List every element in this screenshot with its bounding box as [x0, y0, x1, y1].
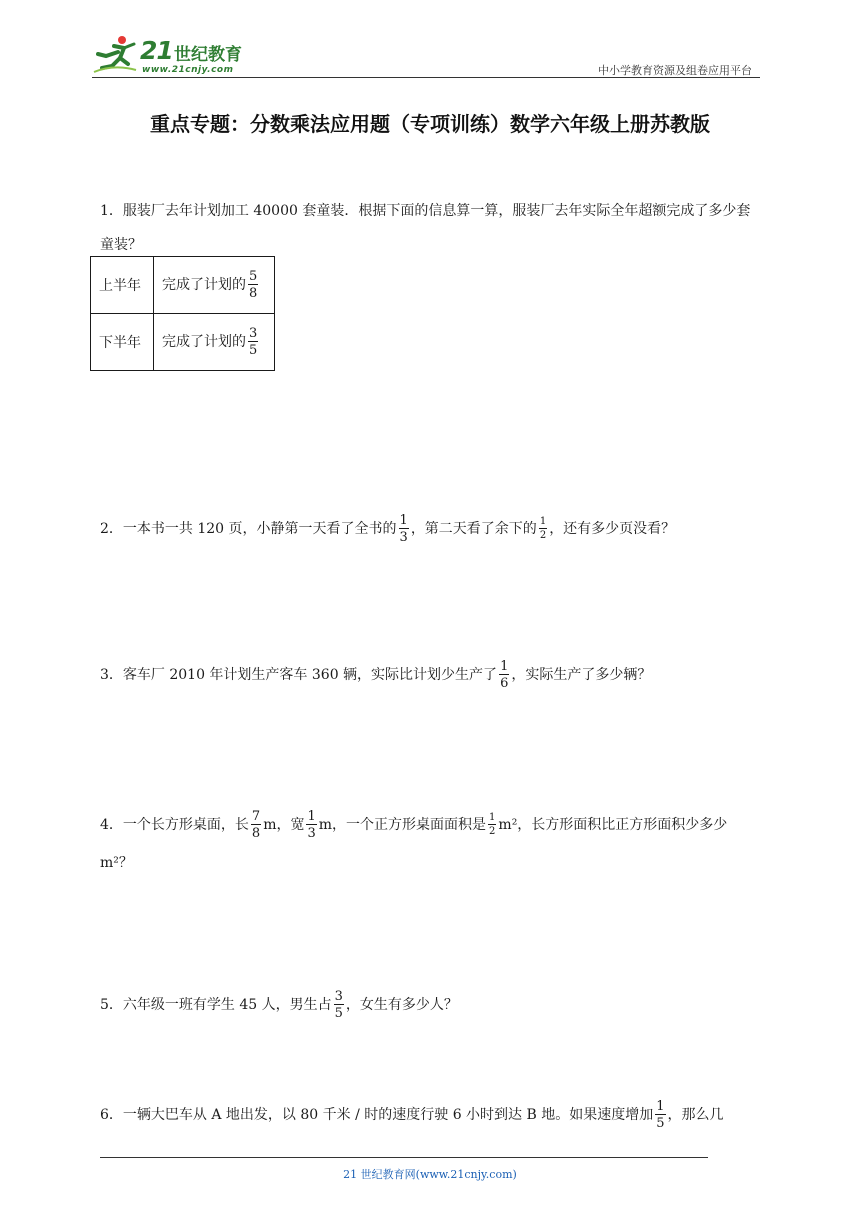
question-4 [100, 806, 764, 882]
logo-text: 世纪教育 [174, 45, 242, 65]
fraction-denominator: 5 [249, 343, 258, 358]
question-5-text: ，女生有多少人？ [345, 997, 458, 1013]
fraction-numerator: 3 [249, 326, 258, 341]
fraction [499, 660, 509, 690]
question-6 [100, 1100, 764, 1130]
question-1-text: 1．服装厂去年计划加工 40000 套童装．根据下面的信息算一算，服装厂去年实际全年超额完成了多少套童装？ [100, 203, 751, 253]
fraction-numerator: 3 [334, 989, 343, 1004]
desc-cell [154, 314, 275, 371]
fraction-denominator: 5 [656, 1116, 665, 1131]
fraction [251, 810, 261, 840]
fraction [539, 517, 547, 541]
question-3 [100, 660, 764, 690]
table-row [91, 314, 275, 371]
fraction-denominator: 3 [307, 826, 316, 841]
period-cell: 下半年 [91, 314, 154, 371]
fraction-denominator: 8 [249, 286, 258, 301]
fraction-numerator: 5 [249, 269, 258, 284]
site-logo [92, 34, 262, 78]
table-row [91, 257, 275, 314]
platform-label: 中小学教育资源及组卷应用平台 [598, 64, 752, 77]
fraction [248, 270, 258, 300]
question-6-text: 6．一辆大巴车从 A 地出发，以 80 千米 / 时的速度行驶 6 小时到达 B 地。如果速度增加 [100, 1107, 654, 1123]
runner-logo-icon [92, 34, 138, 74]
question-6-text: ，那么几 [667, 1107, 724, 1123]
fraction-numerator: 7 [251, 809, 261, 824]
fraction [488, 813, 496, 837]
fraction-denominator: 6 [500, 676, 509, 691]
question-4-text: m，一个正方形桌面面积是 [318, 817, 487, 833]
footer-divider [100, 1157, 708, 1158]
period-cell: 上半年 [91, 257, 154, 314]
fraction-numerator: 1 [539, 516, 547, 527]
desc-text: 完成了计划的 [162, 334, 246, 350]
fraction [399, 514, 409, 544]
question-5 [100, 990, 764, 1020]
question-2-text: ，第二天看了余下的 [410, 521, 537, 537]
fraction [306, 810, 316, 840]
desc-text: 完成了计划的 [162, 277, 246, 293]
fraction-denominator: 8 [251, 826, 261, 841]
fraction-denominator: 3 [399, 530, 408, 545]
plan-table [90, 256, 275, 371]
question-2-text: 2．一本书一共 120 页，小静第一天看了全书的 [100, 521, 397, 537]
fraction [655, 1100, 665, 1130]
question-4-text: 4．一个长方形桌面，长 [100, 817, 249, 833]
question-2-text: ，还有多少页没看？ [549, 521, 676, 537]
fraction-numerator: 1 [500, 659, 509, 674]
fraction [334, 990, 344, 1020]
question-3-text: ，实际生产了多少辆？ [511, 667, 652, 683]
fraction-numerator: 1 [489, 812, 496, 823]
question-2 [100, 514, 764, 544]
fraction-numerator: 1 [399, 513, 408, 528]
header-divider [92, 77, 760, 78]
fraction-numerator: 1 [656, 1099, 665, 1114]
fraction [248, 327, 258, 357]
logo-number: 21 [140, 36, 173, 65]
question-5-text: 5．六年级一班有学生 45 人，男生占 [100, 997, 332, 1013]
question-4-text: m，宽 [263, 817, 305, 833]
logo-url: www.21cnjy.com [142, 65, 234, 75]
question-1 [100, 194, 764, 262]
page-title: 重点专题：分数乘法应用题（专项训练）数学六年级上册苏教版 [150, 112, 710, 136]
question-4-text: m²，长方形面积比正方形面积少多少 m²？ [100, 817, 728, 871]
fraction-denominator: 5 [334, 1006, 343, 1021]
desc-cell [154, 257, 275, 314]
fraction-denominator: 2 [539, 530, 547, 541]
question-3-text: 3．客车厂 2010 年计划生产客车 360 辆，实际比计划少生产了 [100, 667, 498, 683]
fraction-denominator: 2 [489, 826, 496, 837]
footer-link[interactable]: 21 世纪教育网(www.21cnjy.com) [343, 1168, 517, 1181]
fraction-numerator: 1 [307, 809, 316, 824]
